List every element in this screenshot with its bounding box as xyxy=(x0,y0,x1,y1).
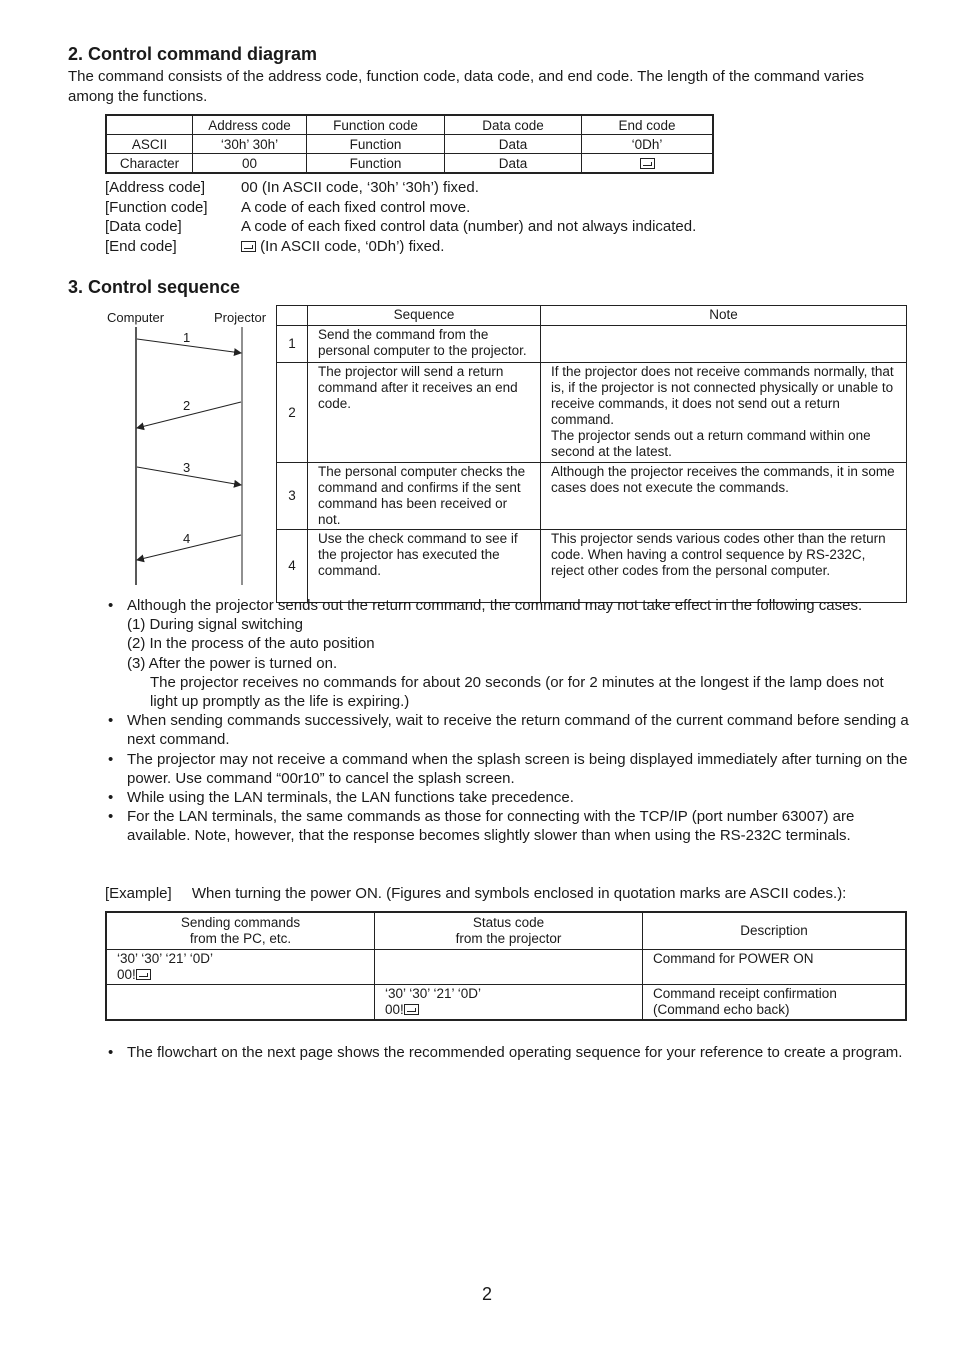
note-cell: If the projector does not receive commands normally, that is, if the projector is not connected physically or unable to receive commands, it does not send out a return command. The projector sends out a return command within one second at the latest. xyxy=(541,363,907,463)
row-number: 4 xyxy=(277,530,308,603)
table-cell: Command receipt confirmation (Command echo back) xyxy=(643,984,907,1020)
table-cell: Function xyxy=(307,154,445,174)
table-cell: Command for POWER ON xyxy=(643,949,907,984)
table-cell xyxy=(375,984,643,1020)
table-cell: Function xyxy=(307,135,445,154)
row-number: 1 xyxy=(277,326,308,363)
sub-item: (1) During signal switching xyxy=(127,616,303,634)
sequence-header: Sequence xyxy=(308,306,541,326)
def-desc: A code of each fixed control data (number) and not always indicated. xyxy=(241,218,697,235)
arrow-label-1: 1 xyxy=(183,330,191,345)
table-cell: Address code xyxy=(193,115,307,135)
sequence-cell: Use the check command to see if the projector has executed the command. xyxy=(308,530,541,603)
notes-list xyxy=(105,596,915,846)
enter-key-icon xyxy=(136,969,151,980)
example-table xyxy=(105,911,907,1021)
table-row xyxy=(106,135,713,154)
table-row xyxy=(106,984,906,1020)
section-3-title: 3. Control sequence xyxy=(68,277,241,297)
table-row xyxy=(106,912,906,949)
sequence-cell: The personal computer checks the command and confirms if the sent command has been received or not. xyxy=(308,463,541,530)
sequence-table xyxy=(276,305,907,603)
sequence-cell: The projector will send a return command after it receives an end code. xyxy=(308,363,541,463)
table-header: Sending commands from the PC, etc. xyxy=(106,912,375,949)
table-header: Description xyxy=(643,912,907,949)
note-cell: This projector sends various codes other than the return code. When having a control sequence by RS-232C, reject other codes from the personal computer. xyxy=(541,530,907,603)
sequence-cell: Send the command from the personal computer to the projector. xyxy=(308,326,541,363)
table-header: Status code from the projector xyxy=(375,912,643,949)
list-item xyxy=(105,1043,915,1062)
sequence-arrows xyxy=(100,305,275,590)
section-2-intro: The command consists of the address code, function code, data code, and end code. The length of the command varies among the functions. xyxy=(68,68,865,105)
table-row xyxy=(277,463,907,530)
page-number: 2 xyxy=(482,1284,493,1304)
code-line: 00! xyxy=(117,966,136,982)
row-number: 3 xyxy=(277,463,308,530)
table-row xyxy=(277,363,907,463)
table-cell: Data code xyxy=(445,115,582,135)
example-text: When turning the power ON. (Figures and symbols enclosed in quotation marks are ASCII codes.): xyxy=(191,885,847,902)
table-cell: Data xyxy=(445,154,582,174)
list-item xyxy=(105,750,915,788)
projector-label: Projector xyxy=(214,310,267,325)
bullet-text: For the LAN terminals, the same commands as those for connecting with the TCP/IP (port number 63007) are available. Note, however, that the response becomes slightly slower than when using the RS-232C terminals. xyxy=(127,808,855,845)
def-term: [Function code] xyxy=(105,198,208,216)
note-header: Note xyxy=(541,306,907,326)
table-row xyxy=(277,530,907,603)
enter-key-icon xyxy=(640,158,655,169)
row-number: 2 xyxy=(277,363,308,463)
table-row xyxy=(106,154,713,174)
arrow-label-3: 3 xyxy=(183,460,191,475)
table-cell xyxy=(106,984,375,1020)
note-cell: Although the projector receives the commands, it in some cases does not execute the commands. xyxy=(541,463,907,530)
example-line xyxy=(105,884,846,904)
table-row xyxy=(277,326,907,363)
sub-note: The projector receives no commands for about 20 seconds (or for 2 minutes at the longest if the lamp does not light up promptly as the life is expiring.) xyxy=(150,673,884,711)
example-label: [Example] xyxy=(105,885,172,902)
section-2-title: 2. Control command diagram xyxy=(68,44,318,64)
command-table xyxy=(105,114,714,174)
table-cell: End code xyxy=(582,115,714,135)
bullet-text: The flowchart on the next page shows the recommended operating sequence for your reference to create a program. xyxy=(127,1044,903,1061)
def-term: [End code] xyxy=(105,237,177,255)
table-cell xyxy=(277,306,308,326)
table-cell: 00 xyxy=(193,154,307,174)
arrow-label-4: 4 xyxy=(183,531,191,546)
table-cell: Function code xyxy=(307,115,445,135)
sequence-diagram xyxy=(100,305,275,590)
def-desc: (In ASCII code, ‘0Dh’) fixed. xyxy=(260,237,445,255)
code-line: ‘30’ ‘30’ ‘21’ ‘0D’ xyxy=(385,985,482,1001)
table-cell: Data xyxy=(445,135,582,154)
def-term: [Address code] xyxy=(105,179,206,196)
list-item xyxy=(105,596,915,711)
code-line: ‘30’ ‘30’ ‘21’ ‘0D’ xyxy=(117,950,214,966)
note-cell xyxy=(541,326,907,363)
sub-item: (2) In the process of the auto position xyxy=(127,635,375,653)
list-item xyxy=(105,788,915,807)
sub-item: (3) After the power is turned on. xyxy=(127,654,338,672)
table-cell: ‘0Dh’ xyxy=(582,135,714,154)
arrow-label-2: 2 xyxy=(183,398,191,413)
table-cell xyxy=(106,949,375,984)
table-cell xyxy=(375,949,643,984)
bullet-text: When sending commands successively, wait to receive the return command of the current command before sending a next command. xyxy=(127,712,909,749)
table-cell xyxy=(106,115,193,135)
bullet-text: The projector may not receive a command when the splash screen is being displayed immediately after turning on the power. Use command “00r10” to cancel the splash screen. xyxy=(127,750,908,787)
def-term: [Data code] xyxy=(105,218,182,235)
table-row xyxy=(277,306,907,326)
list-item xyxy=(105,807,915,845)
enter-key-icon xyxy=(241,241,256,252)
table-cell xyxy=(582,154,714,174)
enter-key-icon xyxy=(404,1004,419,1015)
list-item xyxy=(105,711,915,749)
table-row xyxy=(106,949,906,984)
def-desc: 00 (In ASCII code, ‘30h’ ‘30h’) fixed. xyxy=(241,179,479,196)
table-cell: Character xyxy=(106,154,193,174)
computer-label: Computer xyxy=(107,310,165,325)
bullet-text: While using the LAN terminals, the LAN functions take precedence. xyxy=(127,789,574,807)
final-note xyxy=(105,1043,915,1062)
def-desc: A code of each fixed control move. xyxy=(241,198,471,216)
code-line: 00! xyxy=(385,1001,404,1017)
table-cell: ‘30h’ 30h’ xyxy=(193,135,307,154)
table-row xyxy=(106,115,713,135)
table-cell: ASCII xyxy=(106,135,193,154)
bullet-text: • Although the projector sends out the return command, the command may not take effect in the following cases. xyxy=(127,597,863,614)
